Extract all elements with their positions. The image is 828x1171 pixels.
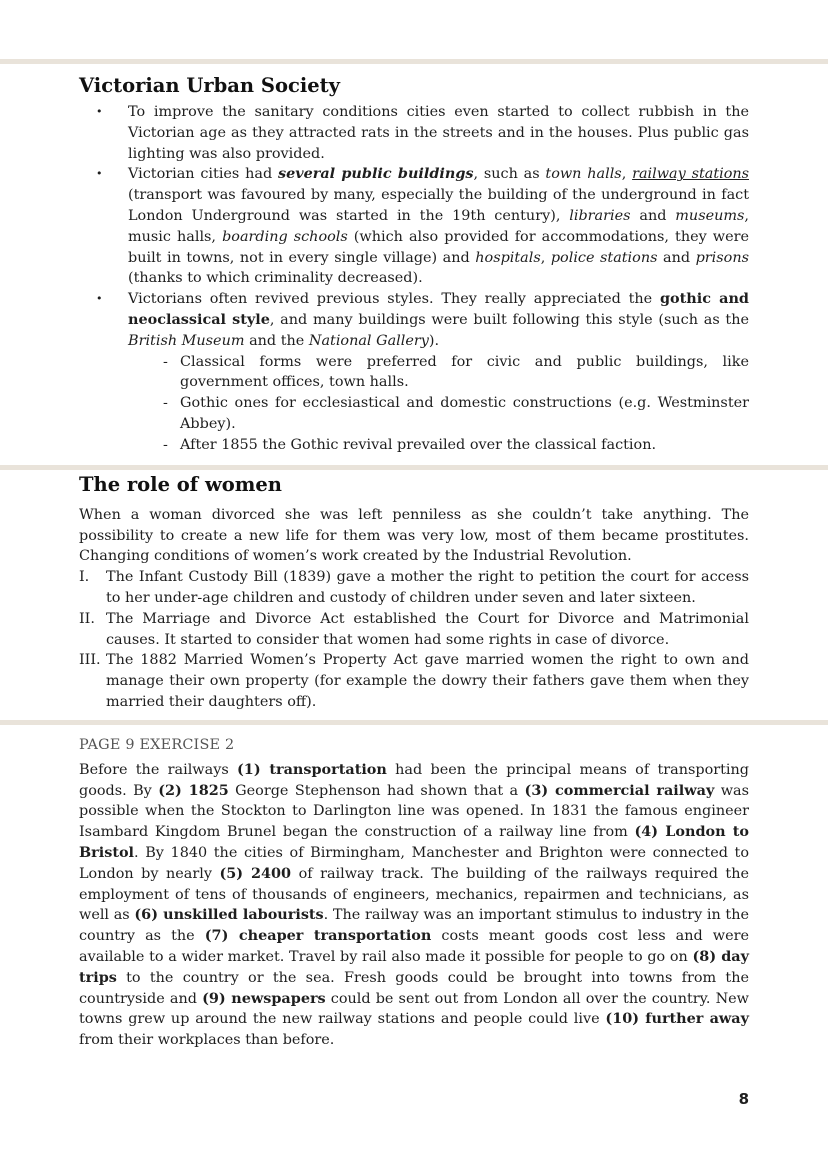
text-run: . The railway was an important stimulus to industry in the country as the [79,907,750,945]
text-run: ). [428,332,440,349]
list-number: III. [79,652,101,669]
text-run: Before the railways [79,761,237,778]
text-run: and [630,207,676,224]
emphasis-text: prisons [695,249,749,266]
text-run: had been the principal means of transporting goods. By [79,761,749,799]
text-run: Victorians often revived previous styles. They really appreciated the [128,291,660,308]
sub-list [79,352,749,456]
emphasis-text: National Gallery [308,332,429,349]
bullet-item [79,164,749,289]
sub-item: - After 1855 the Gothic revival prevailed over the classical faction. [79,435,749,456]
list-item [79,609,749,651]
emphasis-text: police stations [550,249,658,266]
answer-text: (9) newspapers [202,989,326,1007]
answer-text: (3) commercial railway [524,781,715,799]
emphasis-text: railway stations [632,166,750,183]
answer-text: (7) cheaper transportation [204,927,432,945]
text-run: was possible when the Stockton to Darlington line was opened. In 1831 the famous engineer Isambard Kingdom Brunel began the construction of a railway line from [79,782,750,841]
section-title: The role of women [79,473,282,496]
text-run: could be sent out from London all over the country. New towns grew up around the new railway stations and people could live [79,990,749,1028]
section-title: Victorian Urban Society [79,74,340,97]
emphasis-text: hospitals [475,249,541,266]
list-text: The 1882 Married Women’s Property Act gave married women the right to own and manage their own property (for example the dowry their fathers gave them when they married their daughters off). [106,652,749,710]
list-number: I. [79,569,90,586]
emphasis-text: museums [675,207,745,224]
emphasis-text: boarding schools [222,228,348,245]
list-text: The Infant Custody Bill (1839) gave a mother the right to petition the court for access to her under-age children and custody of children under seven and later sixteen. [106,569,749,606]
exercise-paragraph [79,760,749,1051]
section-divider [0,59,828,64]
text-run: (which also provided for accommodations, they were built in towns, not in every single village) and [128,228,750,266]
text-run: . By 1840 the cities of Birmingham, Manchester and Brighton were connected to London by nearly [79,844,749,882]
text-run: , music halls, [128,207,749,245]
numbered-list [79,567,749,713]
answer-text: (5) 2400 [219,864,292,882]
section-exercise [79,735,749,1051]
section-divider [0,720,828,725]
text-run: George Stephenson had shown that a [228,782,525,799]
page-number: 8 [738,1090,749,1108]
text-run: , and many buildings were built following this style (such as the [269,311,749,328]
text-run: , [621,166,633,183]
text-run: (thanks to which criminality decreased). [128,270,423,287]
exercise-label: PAGE 9 EXERCISE 2 [79,737,235,753]
text-run: , such as [473,166,546,183]
text-run: of railway track. The building of the railways required the employment of tens of thousands of engineers, mechanics, repairmen and technicians, as well as [79,865,749,924]
text-run: to the country or the sea. Fresh goods could be brought into towns from the countryside and [79,969,749,1007]
text-run: costs meant goods cost less and were available to a wider market. Travel by rail also made it possible for people to go on [79,928,750,965]
text-run: , [540,249,551,266]
intro-paragraph: When a woman divorced she was left penniless as she couldn’t take anything. The possibility to create a new life for them was very low, most of them became prostitutes. Changing conditions of women’s work created by the Industrial Revolution. [79,506,749,565]
answer-text: (10) further away [605,1010,749,1028]
text-run: and the [244,332,309,349]
text-run: from their workplaces than before. [79,1032,335,1049]
answer-text: (2) 1825 [158,781,229,799]
answer-text: (6) unskilled labourists [134,906,324,924]
emphasis-text: gothic and neoclassical style [128,290,749,328]
section-victorian-urban-society [79,74,749,456]
emphasis-text: town halls [545,166,622,183]
list-item [79,650,749,712]
text-run: (transport was favoured by many, especially the building of the underground in fact London Underground was started in the 19th century), [128,187,749,224]
answer-text: (1) transportation [237,760,387,778]
sub-item: - Gothic ones for ecclesiastical and domestic constructions (e.g. Westminster Abbey). [79,393,749,435]
emphasis-text: British Museum [128,332,245,349]
emphasis-text: several public buildings [277,165,474,183]
list-item [79,567,749,609]
emphasis-text: libraries [569,207,631,224]
bullet-item: • To improve the sanitary conditions cities even started to collect rubbish in the Victorian age as they attracted rats in the streets and in the houses. Plus public gas lighting was also provided. [79,102,749,164]
section-role-of-women [79,475,749,713]
text-run: and [657,249,696,266]
answer-text: (4) London to Bristol [79,823,749,861]
sub-item: - Classical forms were preferred for civic and public buildings, like government offices, town halls. [79,352,749,394]
text-run: Victorian cities had [128,166,278,183]
list-number: II. [79,610,95,627]
list-text: The Marriage and Divorce Act established the Court for Divorce and Matrimonial causes. It started to consider that women had some rights in case of divorce. [106,610,749,648]
answer-text: (8) day trips [79,947,749,986]
bullet-item [79,289,749,351]
section-divider [0,465,828,470]
bullet-list [79,102,749,352]
